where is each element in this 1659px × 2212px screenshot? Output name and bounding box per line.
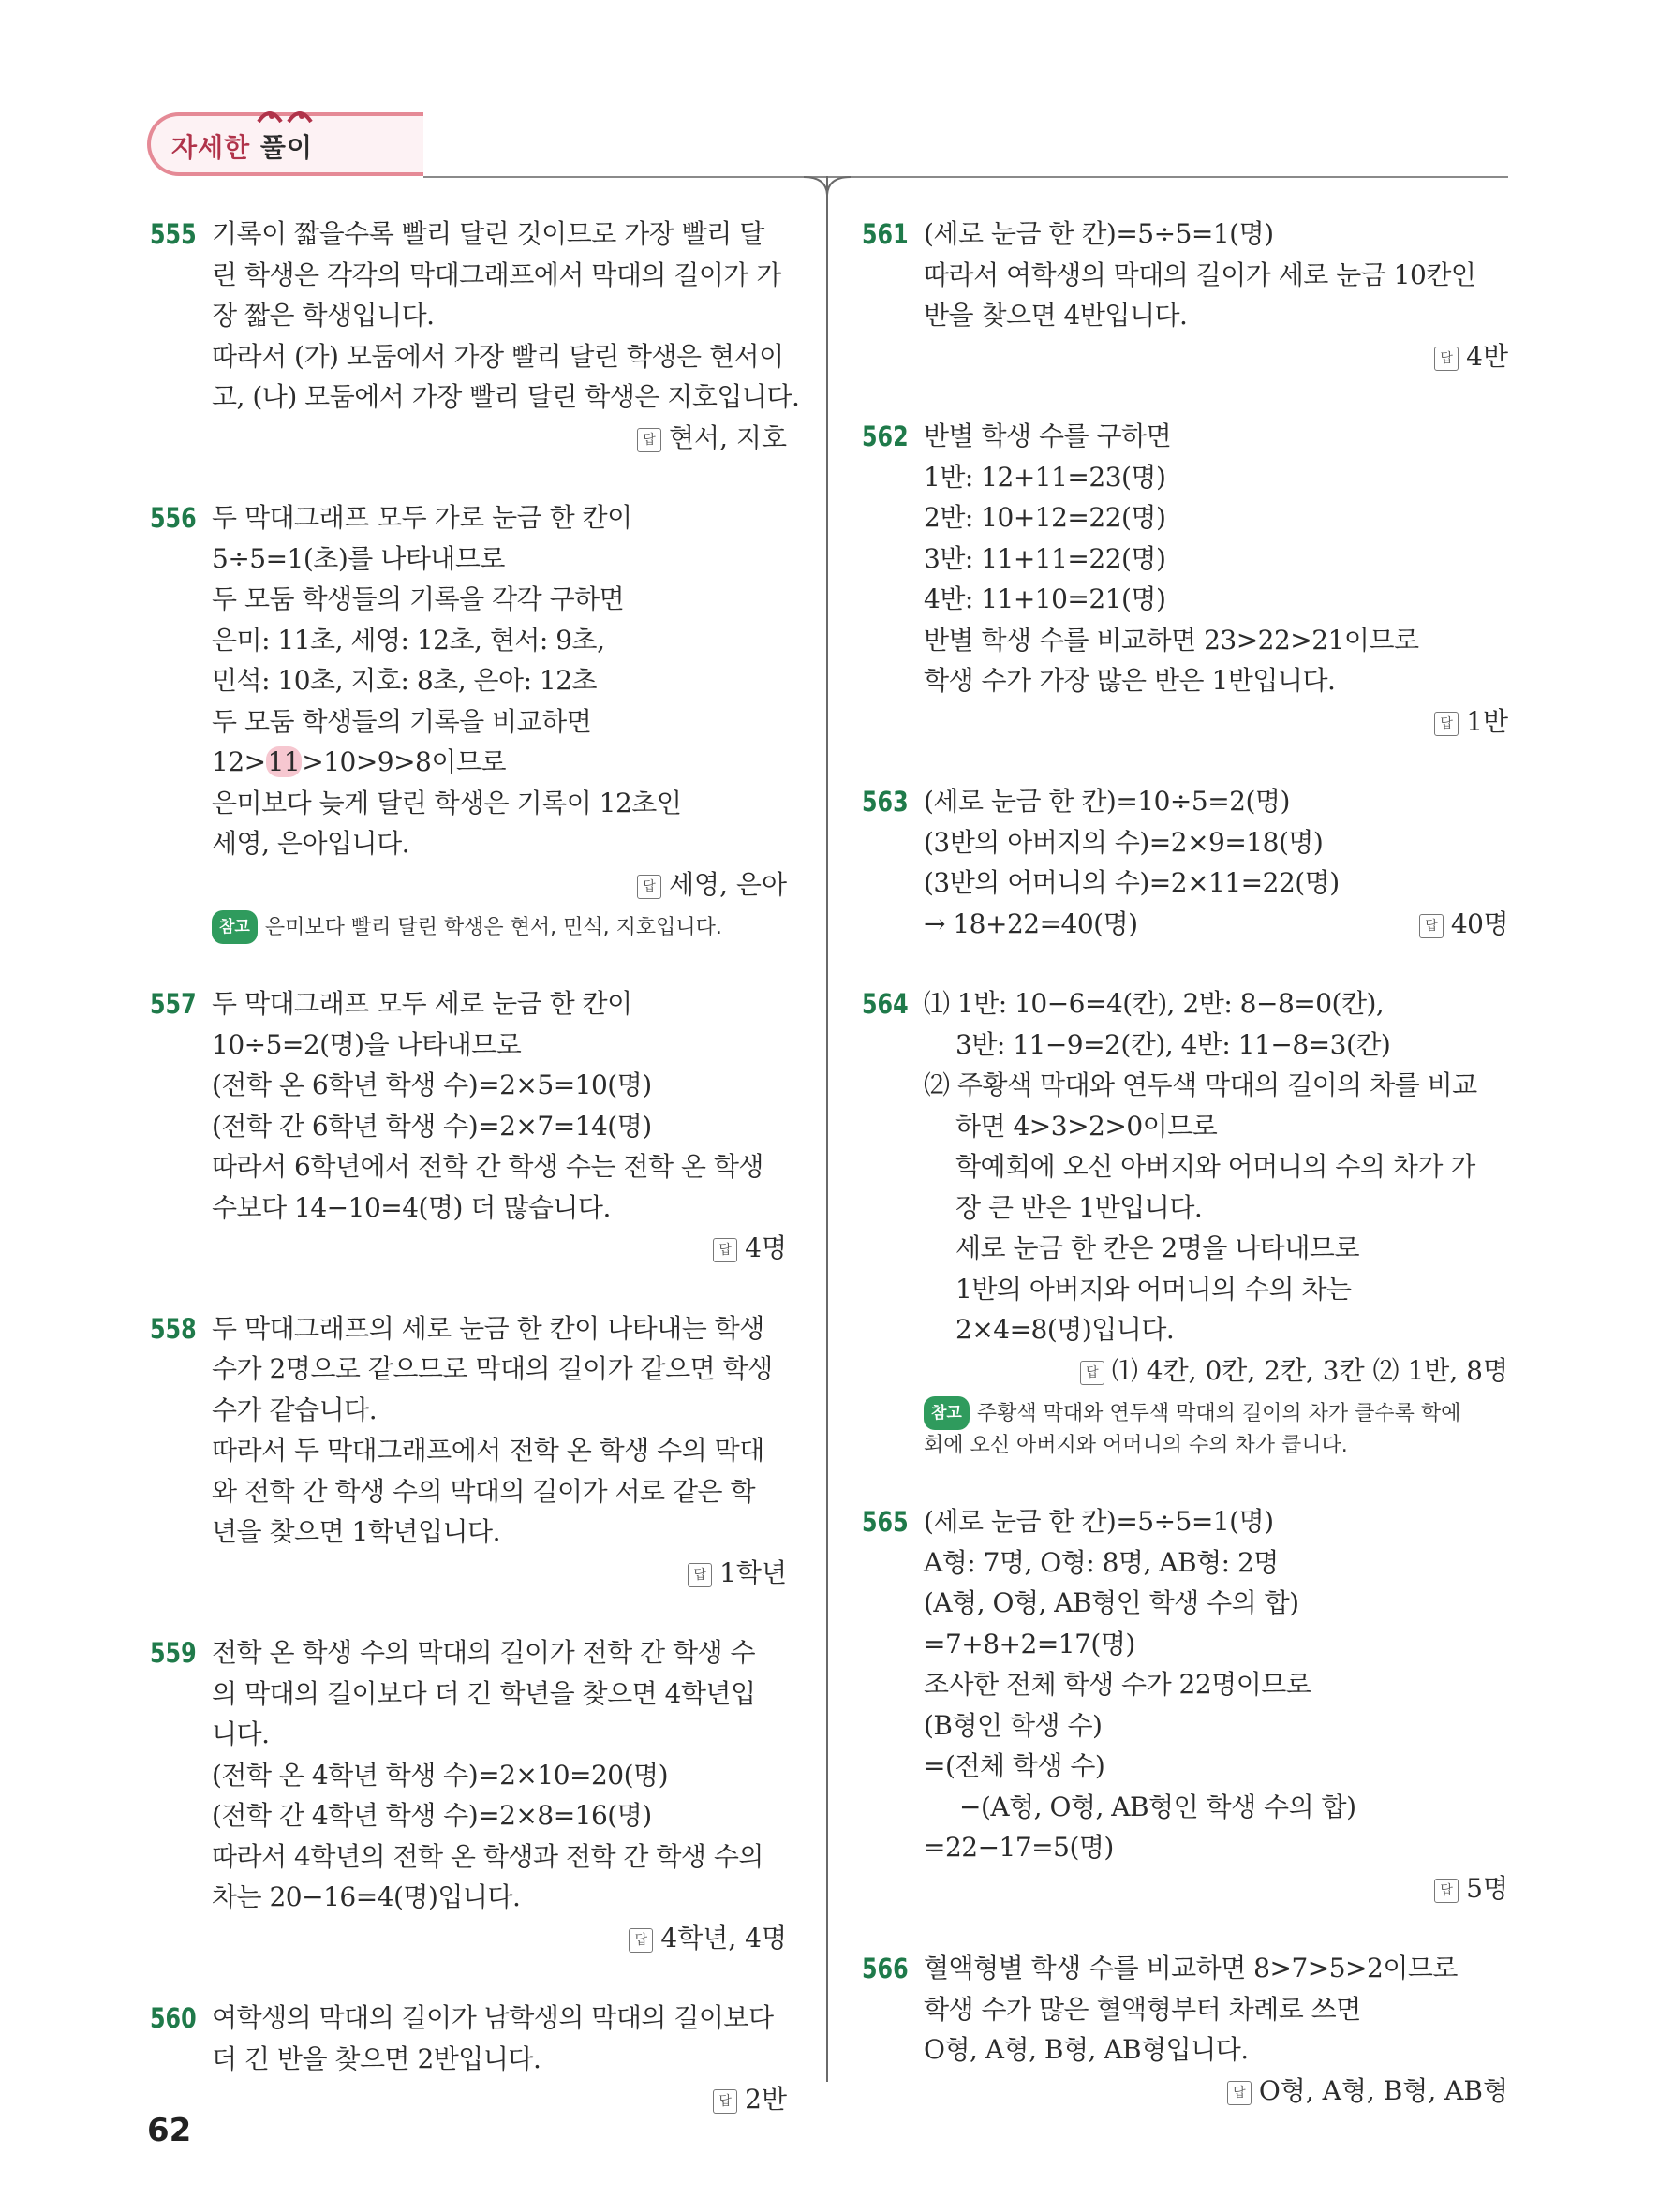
answer-mark-icon: 답 [713, 1238, 737, 1262]
reference-note [212, 910, 787, 944]
solution-line: (B형인 학생 수) [924, 1709, 1103, 1741]
solution-line: 3반: 11−9=2(칸), 4반: 11−8=3(칸) [955, 1028, 1391, 1060]
solution-line: 따라서 4학년의 전학 온 학생과 전학 간 학생 수의 [212, 1840, 763, 1872]
problem-number: 556 [150, 502, 197, 534]
problem-556 [150, 497, 787, 944]
solution-line: → 18+22=40(명) [924, 907, 1138, 939]
answer-text: 40명 [1450, 907, 1508, 939]
problem-number: 558 [150, 1312, 197, 1345]
solution-final-line [924, 904, 1508, 945]
solution-line: ⑴ 1반: 10−6=4(칸), 2반: 8−8=0(칸), [924, 988, 1385, 1019]
answer-text: O형, A형, B형, AB형 [1258, 2074, 1508, 2106]
solution-line: 따라서 두 막대그래프에서 전학 온 학생 수의 막대 [212, 1435, 764, 1466]
answer-text: 4학년, 4명 [660, 1922, 787, 1954]
solution-line: 년을 찾으면 1학년입니다. [212, 1516, 500, 1547]
answer-text: 5명 [1466, 1872, 1508, 1904]
note-badge: 참고 [924, 1396, 970, 1430]
note-text: 은미보다 빨리 달린 학생은 현서, 민석, 지호입니다. [264, 916, 722, 939]
solution-line: ⑵ 주황색 막대와 연두색 막대의 길이의 차를 비교 [924, 1069, 1477, 1100]
answer-line [212, 2079, 787, 2120]
note-badge: 참고 [212, 910, 258, 944]
solution-line: (전학 간 6학년 학생 수)=2×7=14(명) [212, 1110, 652, 1142]
problem-558 [150, 1308, 787, 1594]
reference-note [924, 1396, 1508, 1462]
solution-line: 수가 같습니다. [212, 1394, 378, 1425]
problem-number: 559 [150, 1637, 197, 1669]
solution-line: 따라서 여학생의 막대의 길이가 세로 눈금 10칸인 [924, 258, 1476, 290]
solution-line: (3반의 어머니의 수)=2×11=22(명) [924, 867, 1340, 898]
solution-line: 두 막대그래프의 세로 눈금 한 칸이 나타내는 학생 [212, 1312, 764, 1344]
problem-562 [862, 416, 1508, 742]
answer-mark-icon: 답 [1227, 2081, 1252, 2105]
problem-566 [862, 1948, 1508, 2111]
column-divider [826, 176, 828, 2082]
answer-line [212, 1918, 787, 1959]
solution-line: 2×4=8(명)입니다. [955, 1314, 1175, 1345]
solution-line: 1반의 아버지와 어머니의 수의 차는 [955, 1273, 1352, 1305]
answer-mark-icon: 답 [688, 1563, 712, 1587]
solution-line: (세로 눈금 한 칸)=10÷5=2(명) [924, 786, 1290, 817]
solution-line: (A형, O형, AB형인 학생 수의 합) [924, 1587, 1299, 1618]
solution-line: O형, A형, B형, AB형입니다. [924, 2034, 1249, 2065]
solution-line: 의 막대의 길이보다 더 긴 학년을 찾으면 4학년입 [212, 1677, 756, 1709]
header-rule [423, 176, 1508, 178]
problem-number: 555 [150, 218, 197, 250]
answer-inline [1419, 904, 1508, 945]
solution-line: 10÷5=2(명)을 나타내므로 [212, 1028, 522, 1060]
solution-line: 니다. [212, 1718, 270, 1749]
answer-line [212, 1553, 787, 1594]
solution-line: 따라서 (가) 모둠에서 가장 빨리 달린 학생은 현서이 [212, 340, 784, 372]
problem-561 [862, 214, 1508, 376]
compare-pre: 12> [212, 746, 266, 777]
highlighted-value: 11 [267, 746, 301, 777]
solution-line: 민석: 10초, 지호: 8초, 은아: 12초 [212, 665, 598, 696]
answer-mark-icon: 답 [637, 875, 661, 899]
solution-line: 차는 20−16=4(명)입니다. [212, 1881, 521, 1912]
solution-line: =7+8+2=17(명) [924, 1628, 1135, 1659]
problem-number: 566 [862, 1953, 909, 1984]
solution-line: =22−17=5(명) [924, 1832, 1114, 1863]
answer-mark-icon: 답 [713, 2089, 737, 2114]
solution-line: 학생 수가 가장 많은 반은 1반입니다. [924, 665, 1336, 696]
section-title [171, 127, 313, 165]
solution-line: 전학 온 학생 수의 막대의 길이가 전학 간 학생 수 [212, 1637, 756, 1668]
solution-line: (세로 눈금 한 칸)=5÷5=1(명) [924, 218, 1274, 249]
problem-number: 563 [862, 786, 909, 818]
answer-text: 4명 [745, 1232, 787, 1263]
solution-line: 기록이 짧을수록 빨리 달린 것이므로 가장 빨리 달 [212, 218, 764, 249]
page-number: 62 [147, 2112, 192, 2149]
solution-line: 반별 학생 수를 구하면 [924, 420, 1172, 451]
solution-line: 장 짧은 학생입니다. [212, 300, 435, 331]
solution-line: 장 큰 반은 1반입니다. [955, 1191, 1203, 1223]
solution-line: 1반: 12+11=23(명) [924, 461, 1166, 493]
title-part2: 풀이 [259, 132, 314, 163]
note-text: 주황색 막대와 연두색 막대의 길이의 차가 클수록 학예 [976, 1402, 1461, 1425]
answer-line [924, 1868, 1508, 1910]
solution-line: 세영, 은아입니다. [212, 828, 410, 859]
solution-line: 학생 수가 많은 혈액형부터 차례로 쓰면 [924, 1993, 1361, 2025]
answer-text: 1반 [1466, 705, 1508, 737]
answer-mark-icon: 답 [1434, 347, 1459, 371]
answer-text: 세영, 은아 [669, 868, 787, 900]
solution-line: =(전체 학생 수) [924, 1750, 1105, 1781]
solution-line: 여학생의 막대의 길이가 남학생의 막대의 길이보다 [212, 2002, 774, 2033]
left-column [150, 214, 800, 2160]
answer-text: 4반 [1466, 340, 1508, 372]
comparison-line [212, 742, 787, 783]
solution-line: 하면 4>3>2>0이므로 [955, 1110, 1218, 1142]
answer-mark-icon: 답 [629, 1928, 653, 1953]
problem-564 [862, 983, 1508, 1462]
solution-line: (전학 온 4학년 학생 수)=2×10=20(명) [212, 1759, 668, 1791]
answer-line [924, 1350, 1508, 1392]
solution-line: 2반: 10+12=22(명) [924, 502, 1166, 533]
problem-number: 564 [862, 988, 909, 1020]
answer-mark-icon: 답 [637, 428, 661, 452]
solution-line: 3반: 11+11=22(명) [924, 542, 1166, 574]
answer-text: ⑴ 4칸, 0칸, 2칸, 3칸 ⑵ 1반, 8명 [1111, 1354, 1508, 1386]
problem-555 [150, 214, 800, 458]
answer-text: 2반 [745, 2084, 787, 2115]
solution-line: 더 긴 반을 찾으면 2반입니다. [212, 2042, 541, 2074]
solution-line: 은미: 11초, 세영: 12초, 현서: 9초, [212, 624, 605, 656]
answer-line [212, 418, 787, 459]
answer-mark-icon: 답 [1434, 712, 1459, 736]
solution-line: 린 학생은 각각의 막대그래프에서 막대의 길이가 가 [212, 258, 781, 290]
solution-line: 세로 눈금 한 칸은 2명을 나타내므로 [955, 1232, 1359, 1263]
eyes-icon [251, 101, 326, 127]
answer-text: 1학년 [719, 1556, 787, 1588]
answer-mark-icon: 답 [1419, 914, 1444, 938]
solution-line: 두 모둠 학생들의 기록을 각각 구하면 [212, 583, 625, 614]
solution-line: (전학 간 4학년 학생 수)=2×8=16(명) [212, 1800, 652, 1831]
solution-line: A형: 7명, O형: 8명, AB형: 2명 [924, 1546, 1279, 1578]
problem-number: 565 [862, 1506, 909, 1538]
solution-line: 두 모둠 학생들의 기록을 비교하면 [212, 705, 592, 737]
solution-line: 따라서 6학년에서 전학 간 학생 수는 전학 온 학생 [212, 1151, 763, 1182]
problem-number: 557 [150, 988, 197, 1020]
answer-mark-icon: 답 [1080, 1361, 1104, 1385]
solution-line: 학예회에 오신 아버지와 어머니의 수의 차가 가 [955, 1151, 1475, 1182]
solution-line: (전학 온 6학년 학생 수)=2×5=10(명) [212, 1069, 652, 1100]
compare-post: >10>9>8이므로 [302, 746, 507, 777]
answer-line [924, 701, 1508, 743]
solution-line: −(A형, O형, AB형인 학생 수의 합) [959, 1791, 1356, 1822]
problem-557 [150, 983, 787, 1269]
solution-line: (세로 눈금 한 칸)=5÷5=1(명) [924, 1506, 1274, 1537]
title-part1: 자세한 [171, 132, 251, 163]
problem-559 [150, 1632, 787, 1958]
solution-line: 5÷5=1(초)를 나타내므로 [212, 542, 505, 574]
solution-line: 조사한 전체 학생 수가 22명이므로 [924, 1669, 1311, 1700]
problem-565 [862, 1501, 1508, 1909]
solution-line: 수보다 14−10=4(명) 더 많습니다. [212, 1191, 611, 1223]
solution-line: 와 전학 간 학생 수의 막대의 길이가 서로 같은 학 [212, 1475, 756, 1507]
problem-560 [150, 1998, 787, 2120]
answer-line [212, 1228, 787, 1269]
problem-number: 561 [862, 218, 909, 250]
solution-line: 4반: 11+10=21(명) [924, 583, 1166, 614]
solution-line: 두 막대그래프 모두 가로 눈금 한 칸이 [212, 502, 632, 533]
solution-line: 수가 2명으로 같으므로 막대의 길이가 같으면 학생 [212, 1353, 773, 1384]
problem-563 [862, 781, 1508, 944]
answer-mark-icon: 답 [1434, 1879, 1459, 1903]
solution-line: (3반의 아버지의 수)=2×9=18(명) [924, 826, 1324, 858]
solution-line: 반을 찾으면 4반입니다. [924, 300, 1188, 331]
note-text: 회에 오신 아버지와 어머니의 수의 차가 큽니다. [924, 1434, 1348, 1457]
solution-line: 두 막대그래프 모두 세로 눈금 한 칸이 [212, 988, 632, 1019]
answer-line [212, 864, 787, 906]
solution-line: 고, (나) 모둠에서 가장 빨리 달린 학생은 지호입니다. [212, 381, 800, 412]
answer-text: 현서, 지호 [669, 421, 787, 453]
solution-line: 반별 학생 수를 비교하면 23>22>21이므로 [924, 624, 1419, 656]
answer-line [924, 336, 1508, 377]
right-column [862, 214, 1508, 2150]
answer-line [924, 2071, 1508, 2112]
problem-number: 560 [150, 2002, 197, 2034]
problem-number: 562 [862, 420, 909, 452]
solution-line: 혈액형별 학생 수를 비교하면 8>7>5>2이므로 [924, 1953, 1458, 1983]
solution-line: 은미보다 늦게 달린 학생은 기록이 12초인 [212, 787, 682, 818]
